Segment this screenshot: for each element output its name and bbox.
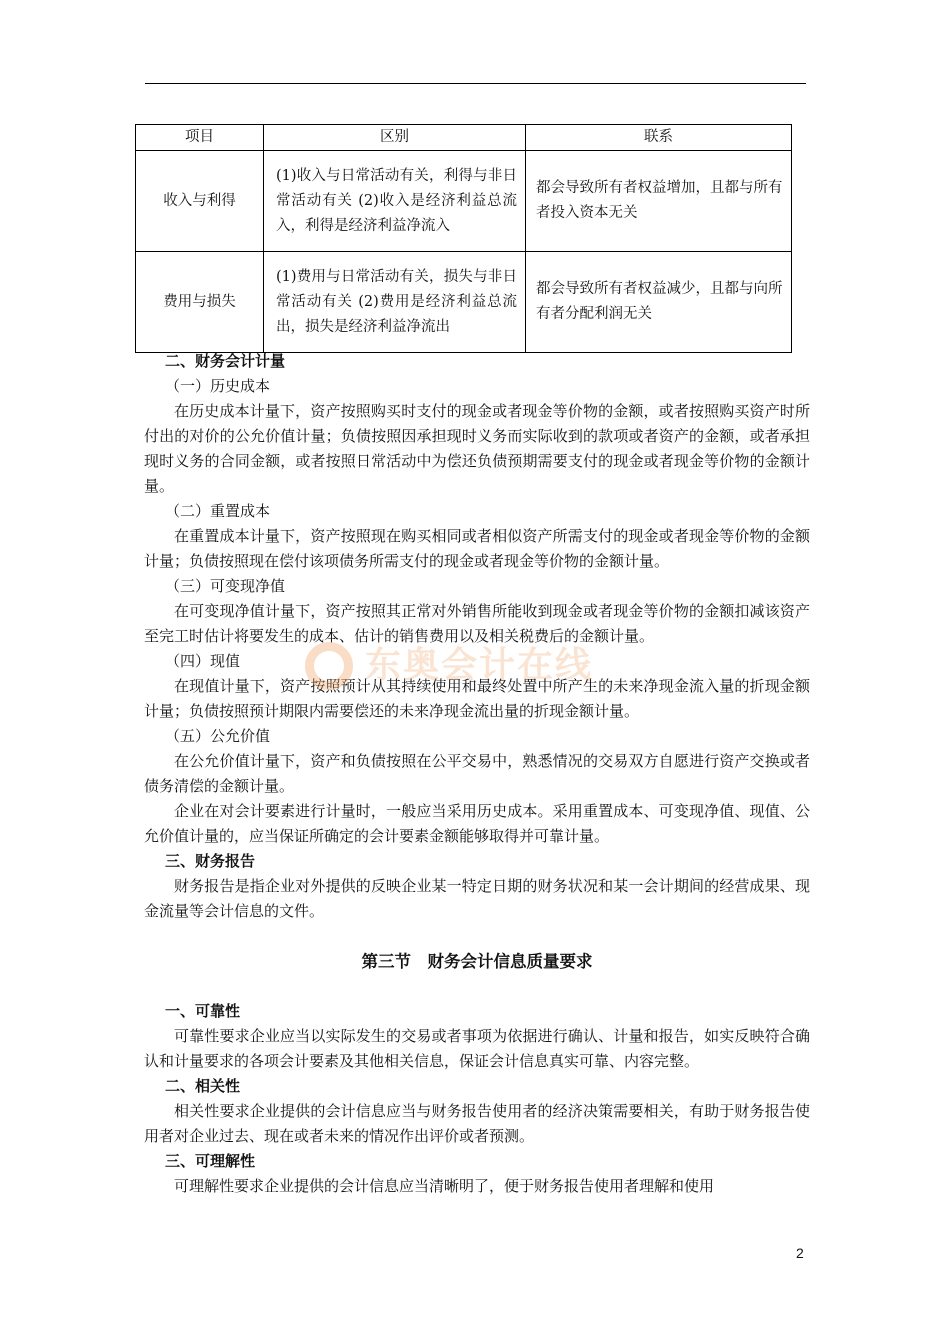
table-header-cell: 联系	[526, 125, 792, 151]
table-header-cell: 区别	[264, 125, 526, 151]
chapter-section-title: 第三节 财务会计信息质量要求	[361, 952, 593, 971]
paragraph: 在现值计量下，资产按照预计从其持续使用和最终处置中所产生的未来净现金流入量的折现金额计量；负债按照预计期限内需要偿还的未来净现金流出量的折现金额计量。	[144, 677, 810, 720]
subsection-title: （二）重置成本	[165, 502, 271, 520]
table-cell-difference: (1)费用与日常活动有关，损失与非日常活动有关 (2)费用是经济利益总流出，损失是经济利益净流出	[264, 252, 526, 353]
table-cell-difference: (1)收入与日常活动有关，利得与非日常活动有关 (2)收入是经济利益总流入，利得是经济利益净流入	[264, 151, 526, 252]
header-rule	[145, 83, 806, 84]
section-heading: 一、可靠性	[165, 1002, 241, 1020]
section-heading: 二、财务会计计量	[165, 352, 286, 370]
paragraph: 财务报告是指企业对外提供的反映企业某一特定日期的财务状况和某一会计期间的经营成果、现金流量等会计信息的文件。	[144, 877, 810, 920]
paragraph: 可靠性要求企业应当以实际发生的交易或者事项为依据进行确认、计量和报告，如实反映符合确认和计量要求的各项会计要素及其他相关信息，保证会计信息真实可靠、内容完整。	[144, 1027, 810, 1070]
table-cell-relation: 都会导致所有者权益减少，且都与向所有者分配利润无关	[526, 252, 792, 353]
table-header-cell: 项目	[136, 125, 264, 151]
paragraph: 相关性要求企业提供的会计信息应当与财务报告使用者的经济决策需要相关，有助于财务报告使用者对企业过去、现在或者未来的情况作出评价或者预测。	[144, 1102, 810, 1145]
table-row	[136, 252, 792, 353]
paragraph: 在可变现净值计量下，资产按照其正常对外销售所能收到现金或者现金等价物的金额扣减该资产至完工时估计将要发生的成本、估计的销售费用以及相关税费后的金额计量。	[144, 602, 810, 645]
section-heading: 三、可理解性	[165, 1152, 256, 1170]
section-heading: 三、财务报告	[165, 852, 256, 870]
table-row	[136, 151, 792, 252]
table-cell-item: 费用与损失	[136, 252, 264, 353]
paragraph: 可理解性要求企业提供的会计信息应当清晰明了，便于财务报告使用者理解和使用	[174, 1177, 715, 1195]
paragraph: 在重置成本计量下，资产按照现在购买相同或者相似资产所需支付的现金或者现金等价物的金额计量；负债按照现在偿付该项债务所需支付的现金或者现金等价物的金额计量。	[144, 527, 810, 570]
table-cell-relation: 都会导致所有者权益增加，且都与所有者投入资本无关	[526, 151, 792, 252]
watermark-text: 东奥会计在线	[365, 645, 594, 686]
paragraph: 在历史成本计量下，资产按照购买时支付的现金或者现金等价物的金额，或者按照购买资产时所付出的对价的公允价值计量；负债按照因承担现时义务而实际收到的款项或者资产的金额，或者承担现时义务的合同金额，或者按照日常活动中为偿还负债预期需要支付的现金或者现金等价物的金额计量。	[144, 402, 810, 495]
comparison-table	[135, 124, 792, 353]
subsection-title: （一）历史成本	[165, 377, 271, 395]
section-heading: 二、相关性	[165, 1077, 241, 1095]
page-number: 2	[796, 1245, 804, 1261]
paragraph: 企业在对会计要素进行计量时，一般应当采用历史成本。采用重置成本、可变现净值、现值、公允价值计量的，应当保证所确定的会计要素金额能够取得并可靠计量。	[144, 802, 810, 845]
table-header-row	[136, 125, 792, 151]
subsection-title: （五）公允价值	[165, 727, 271, 745]
subsection-title: （三）可变现净值	[165, 577, 286, 595]
subsection-title: （四）现值	[165, 652, 241, 670]
document-body	[144, 349, 810, 1199]
table-cell-item: 收入与利得	[136, 151, 264, 252]
paragraph: 在公允价值计量下，资产和负债按照在公平交易中，熟悉情况的交易双方自愿进行资产交换或者债务清偿的金额计量。	[144, 752, 810, 795]
